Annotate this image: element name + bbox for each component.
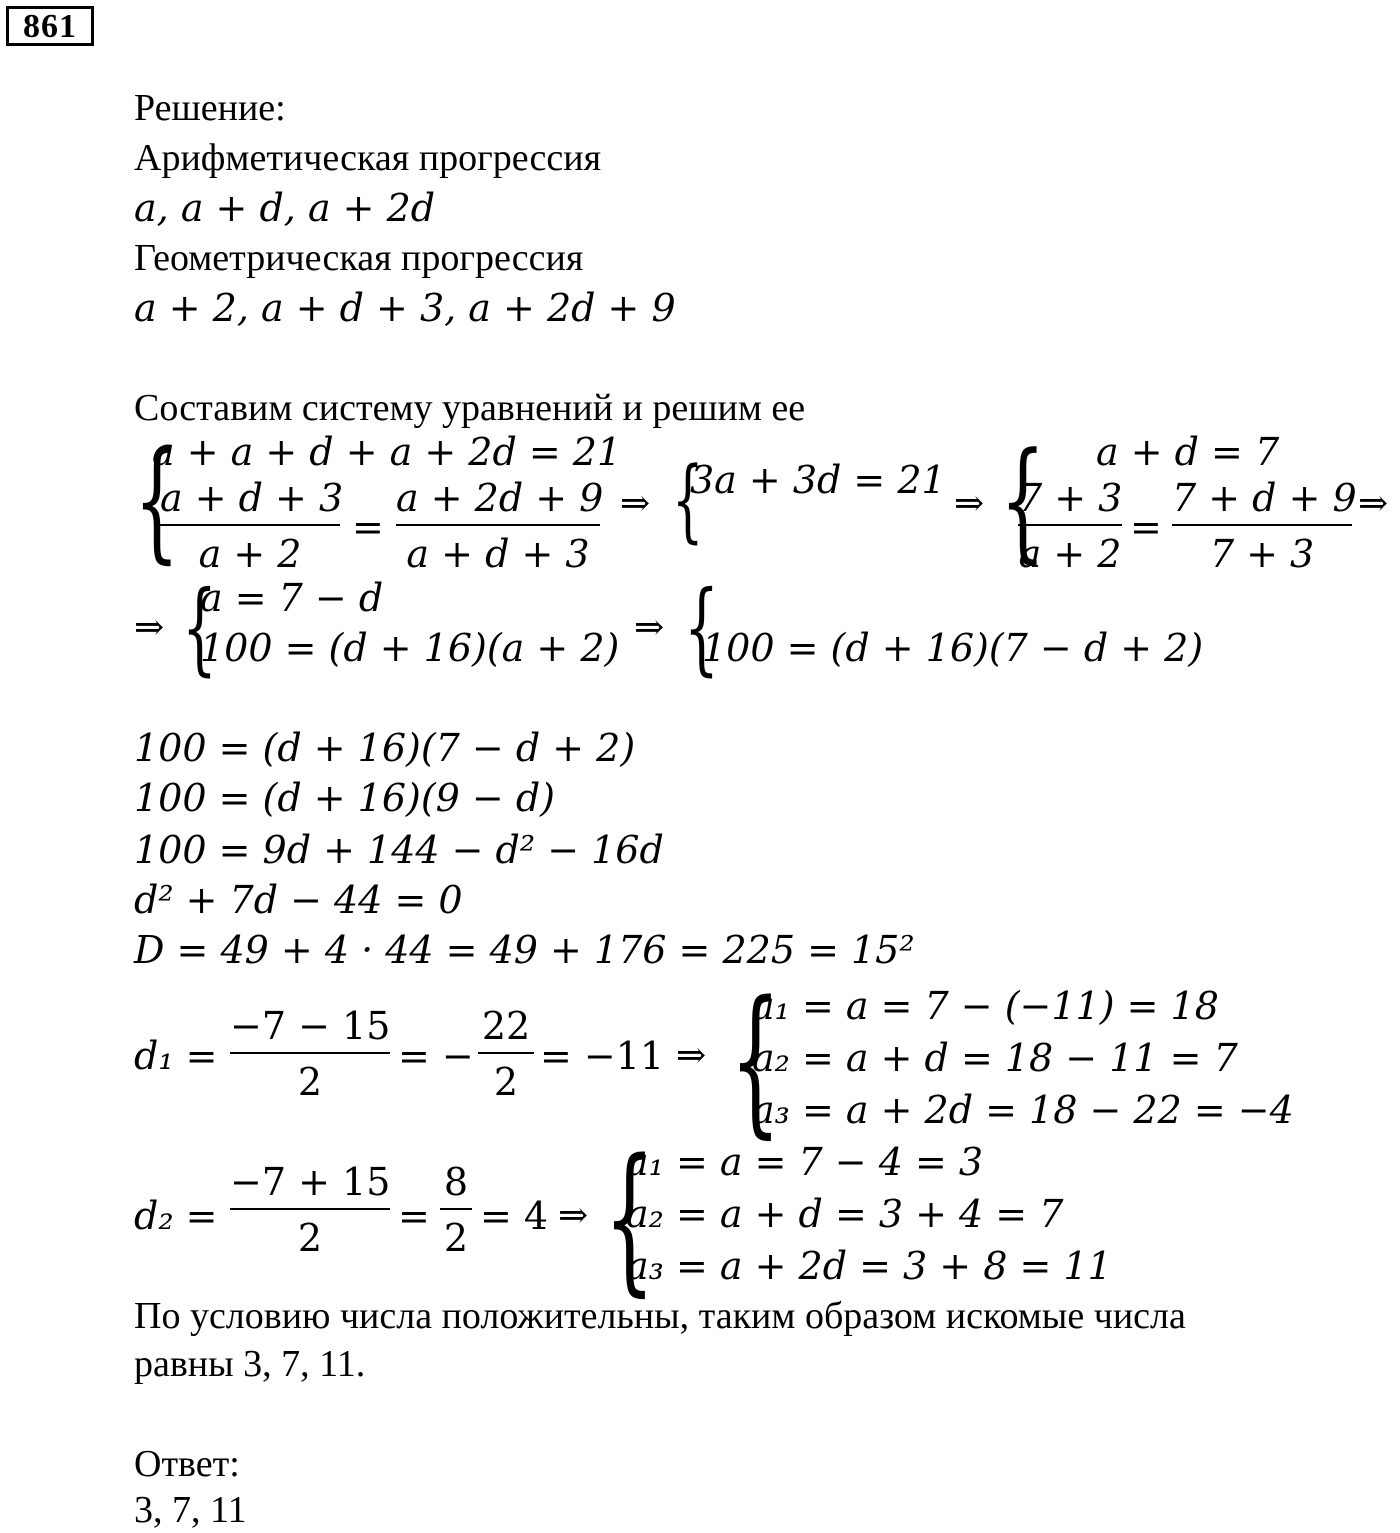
system3-frac-right bbox=[1172, 476, 1357, 576]
equation-line-1: 100 = (d + 16)(7 − d + 2) bbox=[134, 726, 636, 770]
system1-eq1: a + a + d + a + 2d = 21 bbox=[152, 430, 622, 474]
frac-numerator: −7 + 15 bbox=[230, 1160, 391, 1204]
frac-numerator: 7 + d + 9 bbox=[1172, 476, 1357, 520]
arith-label: Арифметическая прогрессия bbox=[134, 137, 602, 179]
answer-value: 3, 7, 11 bbox=[134, 1489, 247, 1531]
implies-arrow-6: ⇒ bbox=[676, 1035, 707, 1076]
equation-line-4: d² + 7d − 44 = 0 bbox=[134, 878, 463, 922]
system5-eq2: 100 = (d + 16)(7 − d + 2) bbox=[702, 626, 1204, 670]
equation-line-2: 100 = (d + 16)(9 − d) bbox=[134, 776, 556, 820]
system1-eq-sign: = bbox=[352, 505, 384, 549]
d1-frac2 bbox=[478, 1004, 534, 1104]
geom-label: Геометрическая прогрессия bbox=[134, 237, 584, 279]
frac-denominator: a + 2 bbox=[1018, 532, 1122, 576]
frac-numerator: 8 bbox=[443, 1160, 469, 1204]
system2-brace: { bbox=[672, 448, 704, 553]
frac-numerator: a + 2d + 9 bbox=[396, 476, 604, 520]
frac-denominator: a + d + 3 bbox=[406, 532, 590, 576]
system3-eq-sign: = bbox=[1130, 505, 1162, 549]
geom-terms: a + 2, a + d + 3, a + 2d + 9 bbox=[134, 286, 676, 330]
conclusion-line-2: равны 3, 7, 11. bbox=[134, 1343, 366, 1385]
system3-frac-left bbox=[1018, 476, 1122, 576]
system1-frac-left bbox=[160, 476, 344, 576]
arith-terms: a, a + d, a + 2d bbox=[134, 186, 436, 230]
solution-label: Решение: bbox=[134, 87, 286, 129]
frac-bar bbox=[440, 1208, 472, 1210]
frac-numerator: −7 − 15 bbox=[230, 1004, 391, 1048]
d2-tail: = 4 bbox=[480, 1194, 549, 1238]
d1-tail: = −11 bbox=[540, 1034, 665, 1078]
system3-brace: { bbox=[1000, 424, 1046, 576]
frac-denominator: a + 2 bbox=[198, 532, 302, 576]
d1-a2: a₂ = a + d = 18 − 11 = 7 bbox=[752, 1036, 1238, 1080]
frac-numerator: 22 bbox=[481, 1004, 531, 1048]
frac-numerator: 7 + 3 bbox=[1018, 476, 1123, 520]
frac-denominator: 2 bbox=[493, 1060, 519, 1104]
system5-brace: { bbox=[684, 569, 719, 686]
frac-bar bbox=[396, 524, 600, 526]
system3-eq1: a + d = 7 bbox=[1096, 430, 1280, 474]
discriminant-line: D = 49 + 4 · 44 = 49 + 176 = 225 = 15² bbox=[134, 928, 915, 972]
system-label: Составим систему уравнений и решим ее bbox=[134, 387, 806, 429]
system2-eq1: 3a + 3d = 21 bbox=[690, 458, 946, 502]
problem-number-box: 861 bbox=[6, 6, 94, 46]
system1-frac-right bbox=[396, 476, 604, 576]
frac-denominator: 2 bbox=[443, 1216, 469, 1260]
equation-line-3: 100 = 9d + 144 − d² − 16d bbox=[134, 828, 664, 872]
frac-bar bbox=[230, 1208, 390, 1210]
d1-frac1 bbox=[230, 1004, 390, 1104]
answer-label: Ответ: bbox=[134, 1443, 240, 1485]
implies-arrow-3: ⇒ bbox=[1358, 483, 1389, 524]
d2-frac1 bbox=[230, 1160, 390, 1260]
implies-arrow-2: ⇒ bbox=[954, 483, 985, 524]
d2-a3: a₃ = a + 2d = 3 + 8 = 11 bbox=[626, 1244, 1112, 1288]
d2-frac2 bbox=[440, 1160, 472, 1260]
conclusion-line-1: По условию числа положительны, таким образом искомые числа bbox=[134, 1295, 1186, 1337]
implies-arrow-4: ⇒ bbox=[134, 607, 165, 648]
frac-bar bbox=[1172, 524, 1352, 526]
implies-arrow-1: ⇒ bbox=[620, 483, 651, 524]
d1-label: d₁ = bbox=[134, 1034, 218, 1078]
frac-bar bbox=[478, 1052, 534, 1054]
frac-numerator: a + d + 3 bbox=[160, 476, 344, 520]
d1-mid: = − bbox=[398, 1034, 474, 1078]
frac-denominator: 7 + 3 bbox=[1209, 532, 1315, 576]
d1-a1: a₁ = a = 7 − (−11) = 18 bbox=[752, 984, 1219, 1028]
frac-denominator: 2 bbox=[297, 1216, 323, 1260]
frac-bar bbox=[230, 1052, 390, 1054]
d2-a2: a₂ = a + d = 3 + 4 = 7 bbox=[626, 1192, 1064, 1236]
d2-system-brace: { bbox=[604, 1124, 655, 1311]
implies-arrow-7: ⇒ bbox=[558, 1195, 589, 1236]
frac-bar bbox=[160, 524, 340, 526]
system4-brace: { bbox=[182, 569, 217, 686]
frac-denominator: 2 bbox=[297, 1060, 323, 1104]
system4-eq2: 100 = (d + 16)(a + 2) bbox=[200, 626, 620, 670]
system4-eq1: a = 7 − d bbox=[200, 576, 384, 620]
implies-arrow-5: ⇒ bbox=[634, 607, 665, 648]
d2-eq-sign: = bbox=[398, 1194, 430, 1238]
d2-a1: a₁ = a = 7 − 4 = 3 bbox=[626, 1140, 984, 1184]
d1-a3: a₃ = a + 2d = 18 − 22 = −4 bbox=[752, 1088, 1294, 1132]
frac-bar bbox=[1018, 524, 1122, 526]
system1-brace: { bbox=[134, 424, 180, 576]
d1-system-brace: { bbox=[730, 966, 781, 1153]
d2-label: d₂ = bbox=[134, 1194, 218, 1238]
